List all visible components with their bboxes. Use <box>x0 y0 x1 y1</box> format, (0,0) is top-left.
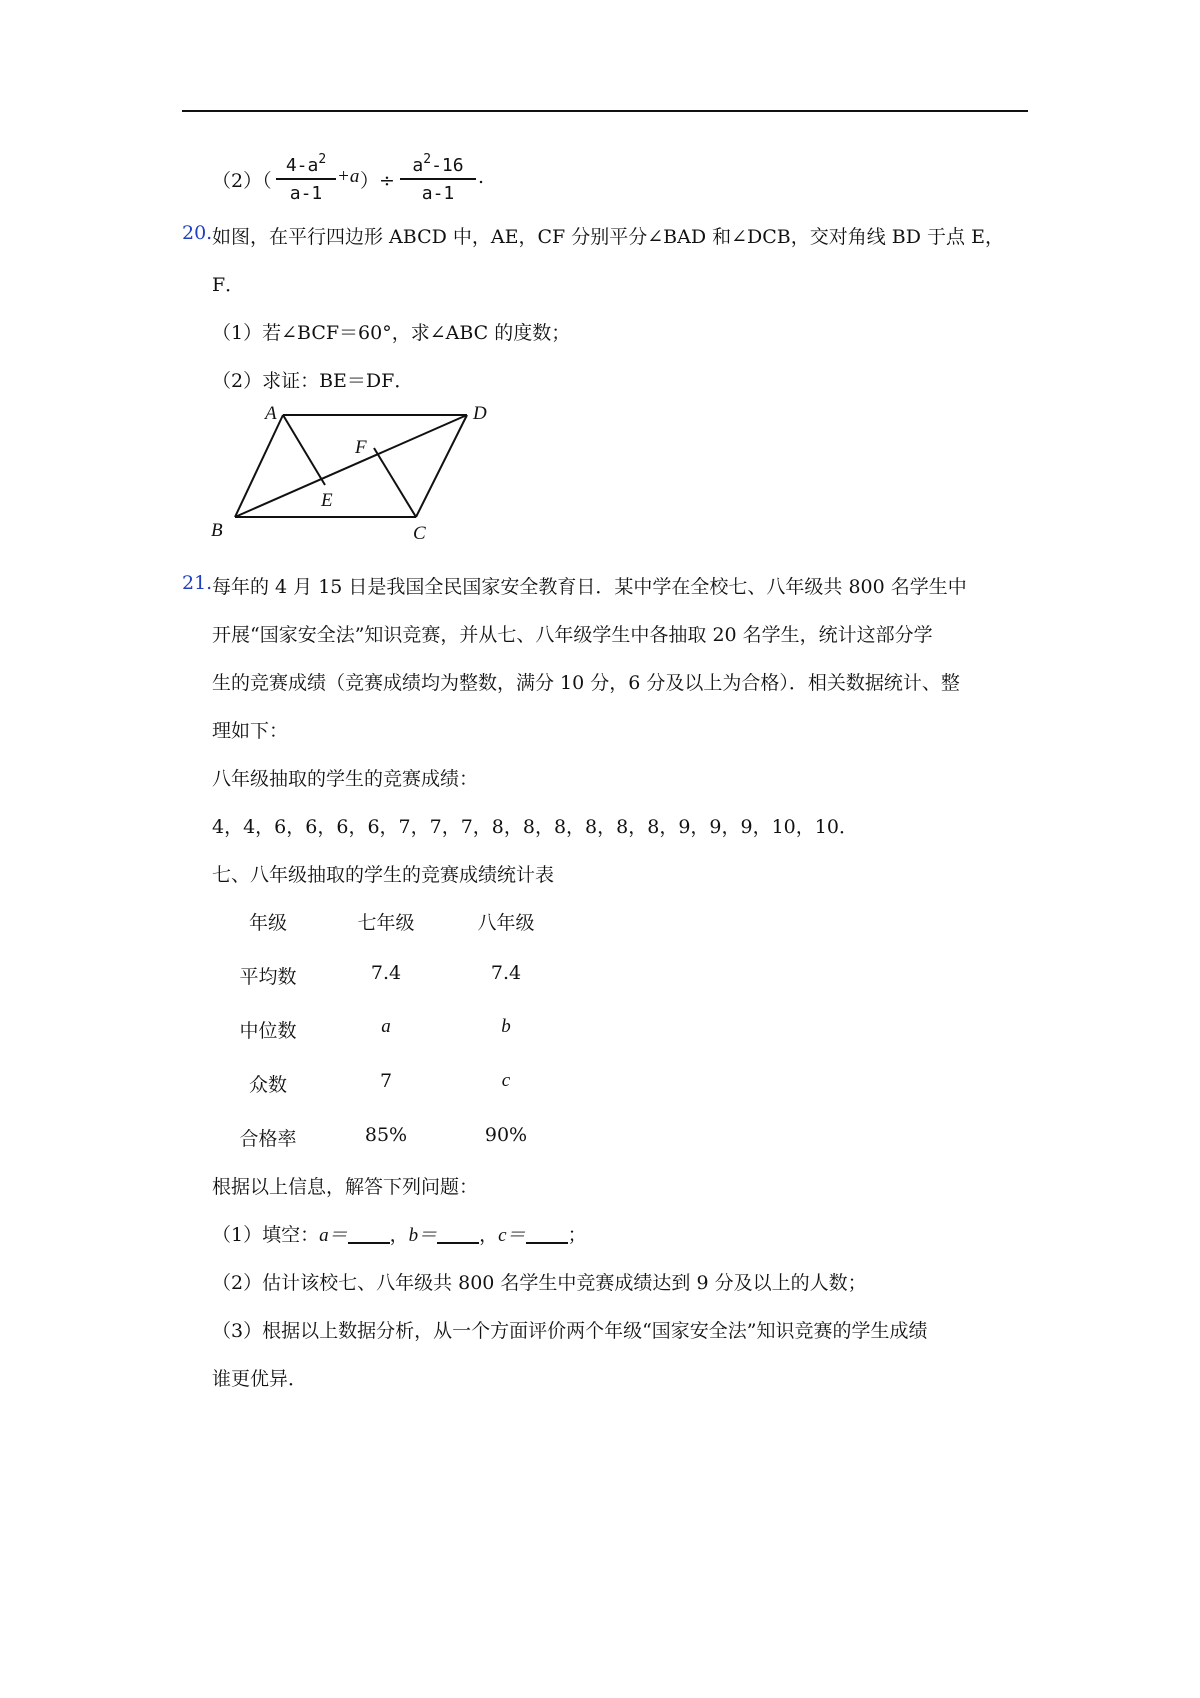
label-c: C <box>413 523 426 544</box>
header-rule <box>182 110 1028 112</box>
q20-part2: （2）求证：BE＝DF． <box>212 370 414 392</box>
table-header-grade8: 八年级 <box>477 912 535 934</box>
q19-divide: ）÷ <box>360 170 395 192</box>
table-row-label: 众数 <box>248 1074 287 1096</box>
blank-c-label: c＝ <box>498 1225 526 1246</box>
label-a: A <box>265 405 277 424</box>
table-cell: 7 <box>379 1070 393 1092</box>
table-header-grade: 年级 <box>248 912 287 934</box>
fraction-2-numerator: $a^2-16$ <box>412 152 464 176</box>
q21-line4: 理如下： <box>212 720 289 742</box>
q19-fraction-1 <box>276 152 336 204</box>
label-d: D <box>473 405 487 424</box>
parallelogram-figure <box>205 405 505 545</box>
q20-line1: 如图，在平行四边形 ABCD 中，AE，CF 分别平分∠BAD 和∠DCB，交对角线 BD 于点 E， <box>212 226 1004 248</box>
fraction-2-bar <box>400 178 476 180</box>
q19-plus-a: +a <box>337 166 360 187</box>
table-cell: c <box>501 1070 511 1091</box>
grade8-scores-title: 八年级抽取的学生的竞赛成绩： <box>212 768 479 790</box>
table-row-label: 平均数 <box>239 966 297 988</box>
fraction-1-denominator: a-1 <box>289 183 323 204</box>
table-cell: 90% <box>484 1124 528 1146</box>
q21-part3-line2: 谁更优异． <box>212 1368 308 1390</box>
part1-prefix: （1）填空： <box>212 1224 320 1246</box>
q21-prompt: 根据以上信息，解答下列问题： <box>212 1176 479 1198</box>
label-b: B <box>211 520 223 541</box>
q21-line3: 生的竞赛成绩（竞赛成绩均为整数，满分 10 分，6 分及以上为合格）．相关数据统计、整 <box>212 672 960 694</box>
q20-number: 20. <box>182 222 213 244</box>
q20-part1: （1）若∠BCF＝60°，求∠ABC 的度数； <box>212 322 571 344</box>
table-cell: 7.4 <box>370 962 402 984</box>
fraction-1-numerator: $4-a^2$ <box>285 152 327 176</box>
table-cell: 85% <box>364 1124 408 1146</box>
q19-part2-prefix: （2）（ <box>212 170 272 192</box>
blank-a[interactable] <box>348 1224 390 1244</box>
separator: ， <box>389 1224 409 1246</box>
table-row-label: 中位数 <box>239 1020 297 1042</box>
table-cell: a <box>381 1016 391 1037</box>
table-cell: 7.4 <box>490 962 522 984</box>
table-row-label: 合格率 <box>239 1128 297 1150</box>
label-e: E <box>321 490 333 511</box>
stats-table-title: 七、八年级抽取的学生的竞赛成绩统计表 <box>212 864 555 886</box>
q19-fraction-2 <box>400 152 476 204</box>
grade8-scores: 4，4，6，6，6，6，7，7，7，8，8，8，8，8，8，9，9，9，10，10． <box>212 816 858 838</box>
q21-part1 <box>212 1220 587 1247</box>
q21-line2: 开展“国家安全法”知识竞赛，并从七、八年级学生中各抽取 20 名学生，统计这部分学 <box>212 624 933 646</box>
q21-part2: （2）估计该校七、八年级共 800 名学生中竞赛成绩达到 9 分及以上的人数； <box>212 1272 867 1294</box>
q21-part3-line1: （3）根据以上数据分析，从一个方面评价两个年级“国家安全法”知识竞赛的学生成绩 <box>212 1320 928 1342</box>
blank-a-label: a＝ <box>319 1225 348 1246</box>
label-f: F <box>355 437 367 458</box>
blank-b[interactable] <box>437 1224 479 1244</box>
q19-end-period: . <box>478 166 485 188</box>
separator: ， <box>479 1224 499 1246</box>
blank-b-label: b＝ <box>408 1225 438 1246</box>
table-cell: b <box>501 1016 511 1037</box>
fraction-1-bar <box>276 178 336 180</box>
fraction-2-denominator: a-1 <box>421 183 455 204</box>
q21-line1: 每年的 4 月 15 日是我国全民国家安全教育日．某中学在全校七、八年级共 800 名学生中 <box>212 576 967 598</box>
part1-end: ； <box>567 1224 587 1246</box>
q21-number: 21. <box>182 572 213 594</box>
q20-line2: F． <box>212 274 245 296</box>
table-header-grade7: 七年级 <box>357 912 415 934</box>
blank-c[interactable] <box>526 1224 568 1244</box>
